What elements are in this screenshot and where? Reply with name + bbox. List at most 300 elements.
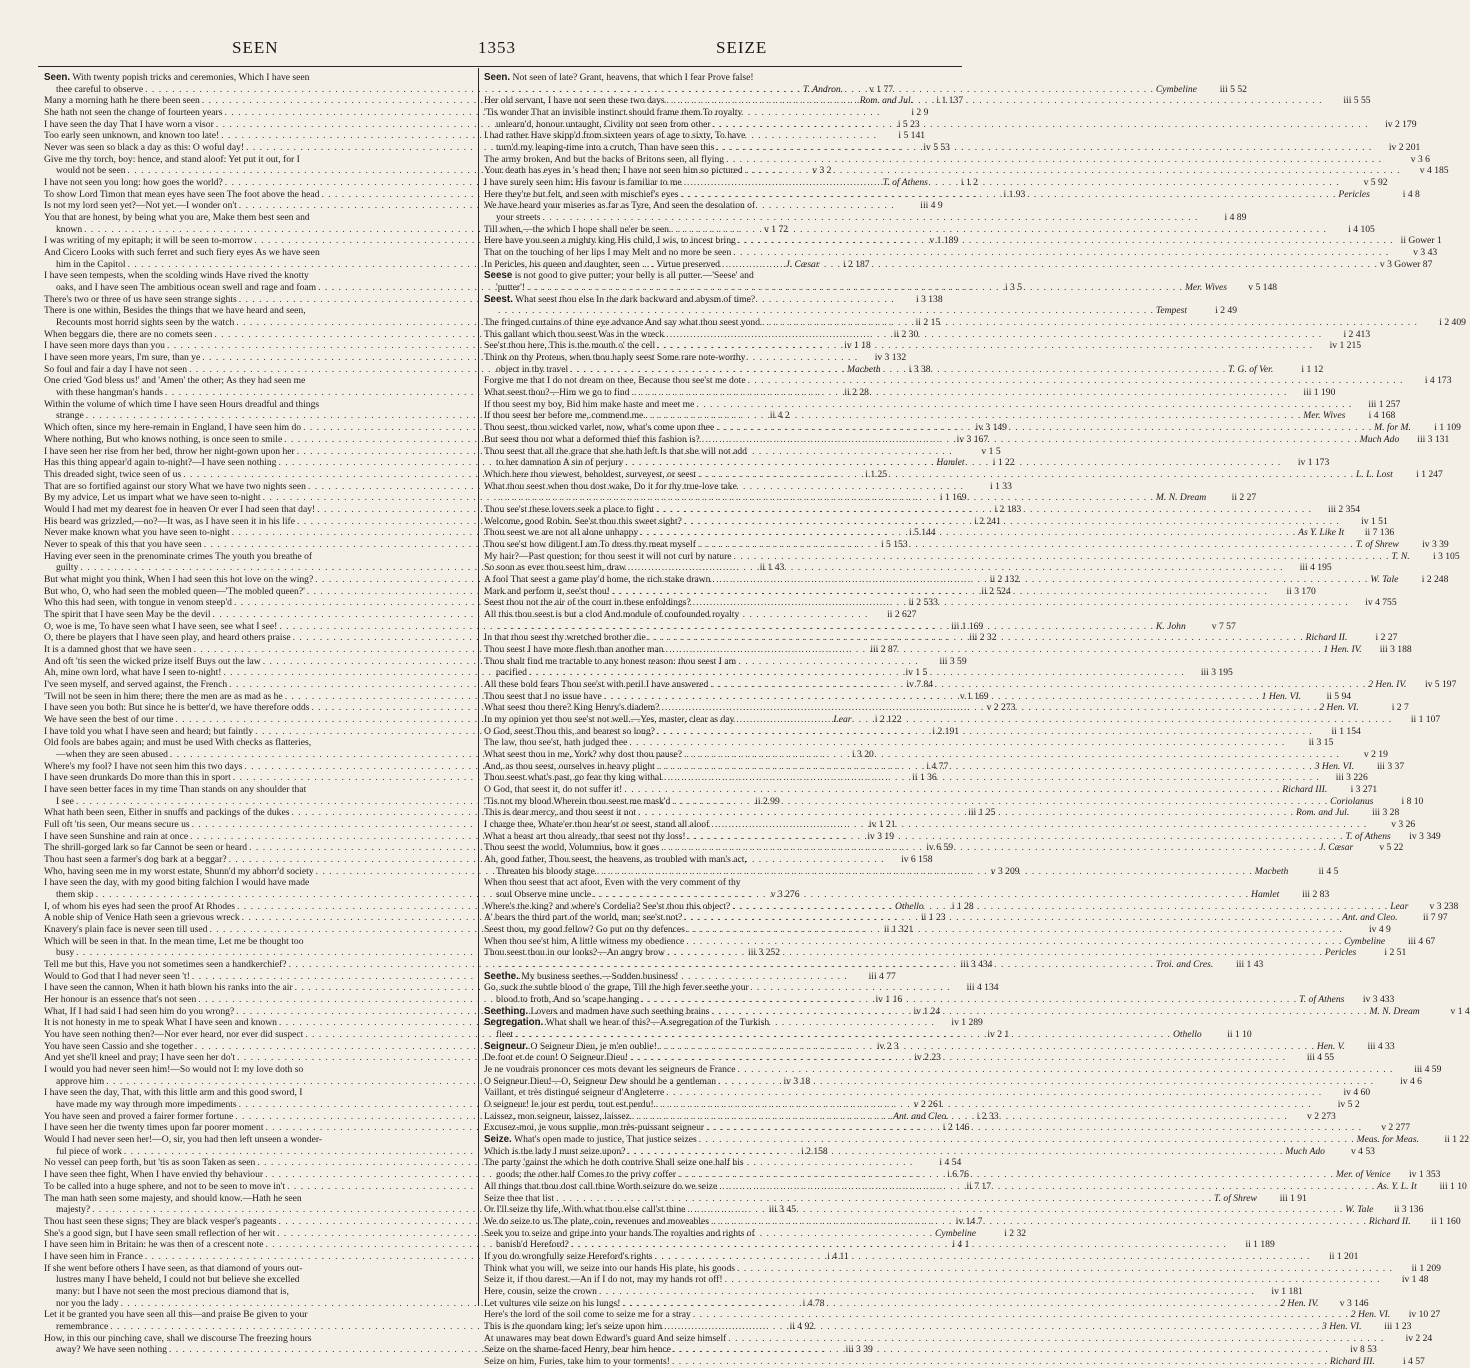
act-scene-line-ref: i 6 76	[947, 1169, 969, 1181]
line-text: Thou seest what's past, go fear thy king withal	[484, 772, 662, 784]
concordance-line	[44, 305, 474, 317]
line-text: Seest thou not the air of the court in these enfoldings?	[484, 597, 691, 609]
act-scene-line-ref: iv 2 3	[876, 1040, 899, 1052]
leader-dots	[685, 1204, 1345, 1216]
act-scene-line-ref: i 2 241	[974, 515, 1001, 527]
act-scene-line-ref: v 1 77	[869, 83, 894, 95]
quotation-text	[484, 854, 747, 866]
quotation-text	[44, 399, 319, 411]
quotation-text	[44, 901, 235, 913]
leader-dots	[622, 784, 1282, 796]
line-text: Go, suck the subtle blood o' the grape, Till the high fever seethe your	[484, 982, 749, 994]
leader-dots	[655, 340, 1315, 352]
quotation-text	[44, 446, 295, 458]
line-text: You have seen and proved a fairer former fortune	[44, 1110, 234, 1122]
quotation-text	[484, 831, 686, 843]
act-scene-line-ref: iii 3 39	[845, 1344, 873, 1356]
line-text: Your death has eyes in 's head then; I have not seen him so pictured	[484, 165, 743, 177]
quotation-text	[496, 1169, 676, 1181]
concordance-line	[44, 492, 967, 504]
line-text: And, as thou seest, ourselves in heavy plight	[484, 760, 655, 772]
leader-dots	[709, 1216, 1369, 1228]
quotation-text	[484, 516, 682, 528]
act-scene-line-ref: v 3 276	[770, 889, 800, 901]
concordance-line	[484, 1274, 1429, 1286]
line-text: This is dear mercy, and thou seest it not	[484, 807, 637, 819]
concordance-line	[484, 1192, 1307, 1205]
leader-dots	[541, 212, 1201, 224]
play-title: Othello	[894, 900, 924, 912]
concordance-line	[484, 1297, 1369, 1310]
leader-dots	[724, 154, 1384, 166]
quotation-text	[496, 889, 591, 901]
quotation-text	[484, 481, 737, 493]
line-text: When beggars die, there are no comets seen	[44, 328, 213, 340]
line-text: I had rather Have skipp'd from sixteen years of age to sixty, To have	[484, 130, 746, 142]
quotation-text	[44, 1041, 193, 1053]
line-text: I have seen the cannon, When it hath blown his ranks into the air	[44, 982, 293, 994]
line-text: That on the touching of her lips I may Melt and no more be seen	[484, 247, 732, 259]
play-title: Lear	[833, 713, 852, 725]
quotation-text	[44, 1017, 277, 1029]
concordance-line	[44, 154, 474, 166]
line-text: Laissez, mon seigneur, laissez, laissez	[484, 1110, 630, 1122]
concordance-line	[44, 936, 474, 948]
act-scene-line-ref: i 2 9	[911, 107, 929, 119]
line-text: There's two or three of us have seen strange sights	[44, 293, 237, 305]
line-text: O, there be players that I have seen play, and heard others praise	[44, 632, 291, 644]
play-title: T. of Athens	[1345, 830, 1391, 842]
quotation-text	[484, 947, 665, 959]
act-scene-line-ref: iv 1 353	[1409, 1169, 1441, 1181]
act-scene-line-ref: iv 4 9	[1368, 924, 1391, 936]
leader-dots	[726, 1333, 1386, 1345]
quotation-text	[44, 726, 253, 738]
act-scene-line-ref: v 4 185	[1419, 165, 1449, 177]
concordance-line	[484, 783, 1378, 796]
act-scene-line-ref: ii 1 209	[1411, 1262, 1441, 1274]
act-scene-line-ref: i 2 27	[1375, 632, 1398, 644]
act-scene-line-ref: iii 4 9	[920, 200, 943, 212]
line-text: I would you had never seen him!—So would not I: my love doth so	[44, 1064, 304, 1076]
line-text: away? We have seen nothing	[56, 1344, 167, 1356]
play-title: Rom. and Jul.	[859, 95, 914, 107]
play-title: As Y. Like It	[1298, 527, 1345, 539]
act-scene-line-ref: i 1 22	[992, 457, 1015, 469]
act-scene-line-ref: iv 3 433	[1362, 994, 1395, 1006]
quotation-text	[484, 1006, 710, 1018]
line-text: with these hangman's hands	[56, 387, 163, 399]
quotation-text	[484, 912, 682, 924]
quotation-text	[56, 1076, 104, 1088]
quotation-text	[44, 95, 200, 107]
quotation-text	[484, 352, 745, 364]
concordance-line	[484, 1017, 914, 1029]
quotation-text	[56, 259, 126, 271]
concordance-line	[44, 212, 474, 224]
line-text: When thou seest that act afoot, Even with the very comment of thy	[484, 877, 741, 889]
act-scene-line-ref: iii 1 91	[1279, 1192, 1307, 1204]
act-scene-line-ref: iii 3 45	[768, 1204, 797, 1216]
quotation-text	[484, 877, 741, 889]
act-scene-line-ref: v 2 19	[1363, 748, 1388, 760]
leader-dots	[682, 177, 1342, 189]
play-title: Lear	[1390, 900, 1409, 912]
line-text: lustres many I have beheld, I could not but believe she excelled	[56, 1274, 300, 1286]
quotation-text	[44, 924, 207, 936]
quotation-text	[44, 1029, 303, 1041]
line-text: Or I'll seize thy life, With what thou else call'st thine	[484, 1204, 686, 1216]
act-scene-line-ref: i 5 153	[880, 538, 908, 550]
quotation-text	[44, 761, 242, 773]
play-title: J. Cæsar	[1319, 842, 1354, 854]
act-scene-line-ref: i 1 137	[936, 95, 964, 107]
quotation-text	[44, 632, 291, 644]
act-scene-line-ref: ii 2 132	[989, 573, 1020, 585]
quotation-text	[484, 597, 691, 609]
leader-dots	[625, 1146, 1285, 1158]
concordance-line	[484, 819, 1416, 831]
line-text: Would to God that I had never seen 't!	[44, 970, 190, 982]
leader-dots	[743, 165, 1403, 177]
quotation-text	[484, 632, 646, 644]
concordance-line	[484, 830, 1441, 843]
line-text: I have seen the day, with my good biting falchion I would have made	[44, 877, 310, 889]
line-text: Which often, since my here-remain in England, I have seen him do	[44, 422, 302, 434]
line-text: I have seen him in France	[44, 1250, 143, 1262]
quotation-text	[44, 679, 227, 691]
line-text: The shrill-gorged lark so far Cannot be seen or heard	[44, 842, 248, 854]
play-title: T. of Shrew	[1355, 538, 1399, 550]
play-title: Cymbeline	[935, 1227, 977, 1239]
act-scene-line-ref: v 3 43	[1413, 247, 1438, 259]
line-text: thee careful to observe	[56, 83, 144, 95]
quotation-text	[44, 702, 309, 714]
quotation-text	[484, 1204, 685, 1216]
act-scene-line-ref: i 2 187	[842, 258, 870, 270]
act-scene-line-ref: i 1 28	[951, 900, 974, 912]
act-scene-line-ref: iii 1 169	[951, 620, 984, 632]
act-scene-line-ref: iii 2 32	[969, 632, 997, 644]
act-scene-line-ref: i 2 409	[1439, 317, 1466, 329]
quotation-text	[44, 119, 214, 131]
line-text: You have seen Cassio and she together	[44, 1040, 193, 1052]
act-scene-line-ref: v 1 189	[929, 235, 959, 247]
line-text: Which here thou viewest, beholdest, surveyest, or seest	[484, 468, 697, 480]
act-scene-line-ref: v 1 5	[981, 445, 1001, 457]
line-text: strange	[56, 410, 84, 422]
line-text: I have seen Sunshine and rain at once	[44, 830, 189, 842]
page-header	[0, 38, 1000, 62]
leader-dots	[665, 947, 1325, 959]
line-text: The army broken, And but the backs of Britons seen, all flying	[484, 153, 725, 165]
line-text: See'st thou here, This is the mouth o' the cell	[484, 340, 656, 352]
line-text: What a beast art thou already, that seest not thy loss!	[484, 830, 686, 842]
concordance-line	[44, 375, 474, 387]
quotation-text	[484, 224, 669, 236]
line-text: I have told you what I have seen and heard; but faintly	[44, 725, 254, 737]
leader-dots	[710, 574, 1370, 586]
act-scene-line-ref: i 4 54	[939, 1157, 962, 1169]
leader-dots	[676, 1169, 1336, 1181]
act-scene-line-ref: ii 2 533	[908, 597, 938, 609]
line-text: guilty	[56, 562, 79, 574]
page-number: 1353	[478, 38, 516, 57]
act-scene-line-ref: i 2 158	[801, 1145, 828, 1157]
play-title: T. G. of Ver.	[1228, 363, 1274, 375]
line-text: And yet she'll kneel and pray; I have seen her do't	[44, 1052, 236, 1064]
line-text: I have surely seen him: His favour is familiar to me	[484, 177, 682, 189]
concordance-line	[44, 399, 474, 411]
quotation-text	[496, 457, 623, 469]
line-text: —when they are seen abused	[56, 748, 168, 760]
leader-dots	[638, 527, 1298, 539]
concordance-line	[484, 468, 1443, 481]
quotation-text	[56, 282, 316, 294]
line-text: Think on thy Proteus, when thou haply seest Some rare note-worthy	[484, 352, 746, 364]
line-text: is not good to give putter; your belly is all putter.—'Seese' and	[514, 270, 754, 282]
header-rule	[38, 66, 962, 67]
line-text: banish'd Hereford?	[496, 1239, 569, 1251]
quotation-text	[484, 387, 629, 399]
line-text: O Seigneur Dieu, je m'en oublie!	[530, 1040, 657, 1052]
line-text: Let vultures vile seize on his lungs!	[484, 1297, 621, 1309]
line-text: Mark and perform it, see'st thou!	[484, 585, 610, 597]
quotation-text	[56, 1321, 108, 1333]
concordance-line	[484, 83, 1247, 96]
line-text: You that are honest, by being what you are, Make them best seen and	[44, 212, 310, 224]
quotation-text	[44, 994, 196, 1006]
act-scene-line-ref: ii 1 22	[1444, 1134, 1469, 1146]
line-text: I have seen more days than you	[44, 340, 165, 352]
line-text: This is the quondam king; let's seize upon him	[484, 1320, 663, 1332]
act-scene-line-ref: iii 3 59	[939, 655, 967, 667]
act-scene-line-ref: ii 3 136	[1394, 1204, 1424, 1216]
act-scene-line-ref: iii 5 55	[1343, 95, 1371, 107]
quotation-text	[484, 1321, 662, 1333]
line-text: Seest thou, my good fellow? Go put on thy defences	[484, 924, 685, 936]
act-scene-line-ref: iv 1 51	[1361, 515, 1388, 527]
act-scene-line-ref: i 2 49	[1215, 305, 1238, 317]
act-scene-line-ref: ii 1 23	[921, 912, 946, 924]
act-scene-line-ref: i 3 138	[916, 293, 943, 305]
line-text: Seize it, if thou darest.—An if I do not, may my hands rot off!	[484, 1274, 723, 1286]
quotation-text	[484, 177, 682, 189]
act-scene-line-ref: i 1 247	[1416, 468, 1443, 480]
quotation-text	[44, 971, 190, 983]
act-scene-line-ref: i 4 77	[926, 760, 949, 772]
leader-dots	[525, 282, 1185, 294]
concordance-line	[484, 223, 1375, 236]
line-text: your streets	[496, 212, 541, 224]
concordance-line	[484, 1087, 1371, 1099]
play-title: Richard III.	[1329, 1355, 1375, 1367]
quotation-text	[484, 375, 746, 387]
concordance-line	[484, 889, 1330, 901]
act-scene-line-ref: v 3 6	[1410, 153, 1430, 165]
act-scene-line-ref: v 3 146	[1339, 1297, 1369, 1309]
quotation-text	[44, 959, 287, 971]
act-scene-line-ref: i 2 248	[1421, 573, 1449, 585]
act-scene-line-ref: v 1 4	[1450, 1005, 1470, 1017]
line-text: Where nothing, But who knows nothing, is once seen to smile	[44, 433, 283, 445]
concordance-line	[484, 608, 917, 621]
line-text: And Cicero Looks with such ferret and such fiery eyes As we have seen	[44, 247, 320, 259]
act-scene-line-ref: iii 1 10	[1439, 1180, 1467, 1192]
play-title: Ant. and Cleo.	[893, 1110, 949, 1122]
quotation-text	[44, 1333, 312, 1345]
quotation-text	[44, 434, 282, 446]
concordance-line	[484, 294, 914, 306]
act-scene-line-ref: ii 2 627	[887, 608, 917, 620]
act-scene-line-ref: iii 4 134	[966, 982, 999, 994]
quotation-text	[44, 1006, 234, 1018]
act-scene-line-ref: iv 5 53	[923, 142, 950, 154]
act-scene-line-ref: iv 3 349	[1409, 830, 1441, 842]
quotation-text	[44, 142, 244, 154]
quotation-text	[44, 1263, 302, 1275]
leader-dots	[659, 842, 1319, 854]
play-title: 3 Hen. VI.	[1314, 760, 1355, 772]
act-scene-line-ref: ii 2 99	[755, 795, 780, 807]
quotation-text	[484, 1274, 723, 1286]
act-scene-line-ref: i 1 93	[1003, 188, 1026, 200]
act-scene-line-ref: iv 1 5	[905, 667, 928, 679]
act-scene-line-ref: i 3 5	[1004, 282, 1023, 294]
quotation-text	[44, 516, 295, 528]
quotation-text	[44, 329, 212, 341]
play-title: Macbeth	[846, 363, 881, 375]
leader-dots	[664, 1087, 1324, 1099]
quotation-text	[44, 177, 223, 189]
leader-dots	[709, 819, 1369, 831]
quotation-text	[44, 1064, 303, 1076]
quotation-text	[484, 1216, 709, 1228]
act-scene-line-ref: iv 2 179	[1385, 118, 1417, 130]
line-text: oaks, and I have seen The ambitious ocean swell and rage and foam	[56, 282, 317, 294]
act-scene-line-ref: iv 2 201	[1388, 142, 1421, 154]
act-scene-line-ref: v 5 148	[1248, 282, 1278, 294]
concordance-line	[484, 713, 1441, 726]
quotation-text	[44, 831, 188, 843]
act-scene-line-ref: iii 1 43	[1236, 959, 1264, 971]
quotation-text	[56, 84, 143, 96]
play-title: Much Ado	[1285, 1145, 1325, 1157]
quotation-text	[484, 1333, 726, 1345]
quotation-text	[56, 410, 84, 422]
line-text: She hath not seen the change of fourteen years	[44, 107, 223, 119]
quotation-text	[56, 749, 168, 761]
line-text: Where's the king? and where's Cordelia? See'st thou this object?	[484, 900, 731, 912]
concordance-line	[44, 1309, 474, 1321]
leader-dots	[626, 562, 1286, 574]
leader-dots	[597, 1286, 1257, 1298]
concordance-line	[484, 165, 1449, 177]
quotation-text	[44, 1052, 235, 1064]
leader-dots	[664, 644, 1324, 656]
quotation-text	[44, 1087, 302, 1099]
act-scene-line-ref: ii 1 43	[759, 562, 785, 574]
play-title: Meas. for Meas.	[1356, 1134, 1419, 1146]
line-text: Forgive me that I do not dream on thee, Because thou see'st me dote	[484, 375, 746, 387]
line-text: The spirit that I have seen May be the devil	[44, 608, 211, 620]
concordance-line	[484, 153, 1430, 166]
quotation-text	[484, 72, 754, 84]
quotation-text	[496, 1029, 513, 1041]
quotation-text	[56, 947, 74, 959]
act-scene-line-ref: v 4 53	[1350, 1145, 1375, 1157]
act-scene-line-ref: ii 3 170	[1286, 585, 1316, 597]
concordance-line	[44, 551, 474, 563]
headword: Seest.	[484, 293, 513, 305]
quotation-text	[56, 1274, 300, 1286]
concordance-line	[44, 1087, 474, 1099]
quotation-text	[44, 667, 221, 679]
line-text: Many a morning hath he there been seen	[44, 95, 200, 107]
quotation-text	[44, 481, 306, 493]
leader-dots	[655, 761, 1315, 773]
act-scene-line-ref: iv 3 18	[783, 1075, 811, 1087]
line-text: She's a good sign, but I have seen small reflection of her wit	[44, 1227, 276, 1239]
quotation-text	[496, 212, 541, 224]
line-text: Seize on him, Furies, take him to your torments!	[484, 1355, 670, 1367]
concordance-line	[484, 1145, 1375, 1158]
leader-dots	[685, 924, 1345, 936]
quotation-text	[484, 936, 684, 948]
quotation-text	[484, 609, 739, 621]
headword: Seen.	[484, 72, 511, 83]
line-text: Her old servant, I have not seen these two days	[484, 95, 665, 107]
concordance-line	[484, 1285, 1303, 1298]
act-scene-line-ref: iii 3 252	[748, 947, 781, 959]
act-scene-line-ref: v 7 57	[1211, 620, 1236, 632]
line-text: All these bold fears Thou see'st with peril I have answered	[484, 678, 709, 690]
line-text: I, of whom his eyes had seen the proof At Rhodes	[44, 900, 236, 912]
play-title: Rom. and Jul.	[1295, 807, 1350, 819]
concordance-line	[484, 340, 1362, 352]
quotation-text	[56, 562, 78, 574]
quotation-text	[484, 1052, 628, 1064]
quotation-text	[484, 982, 749, 994]
play-title: Coriolanus	[1330, 795, 1374, 807]
concordance-line	[484, 935, 1436, 948]
quotation-text	[496, 364, 568, 376]
line-text: Old fools are babes again; and must be used With checks as flatteries,	[44, 737, 312, 749]
concordance-line	[484, 387, 1336, 399]
act-scene-line-ref: iv 3 19	[867, 830, 895, 842]
line-text: them skip	[56, 889, 94, 901]
concordance-line	[484, 247, 1438, 259]
line-text: O seigneur! le jour est perdu, tout est perdu!	[484, 1099, 654, 1111]
quotation-text	[56, 1344, 167, 1356]
line-text: All this thou seest is but a clod And module of confounded royalty	[484, 608, 740, 620]
concordance-line	[484, 994, 1395, 1006]
play-title: 1 Hen. IV.	[1323, 643, 1362, 655]
act-scene-line-ref: i 4 78	[802, 1297, 825, 1309]
play-title: Mer. of Venice	[1335, 1169, 1391, 1181]
line-text: So soon as ever thou seest him, draw	[484, 562, 626, 574]
leader-dots	[496, 492, 1156, 504]
quotation-text	[484, 901, 730, 913]
act-scene-line-ref: v 3 209	[990, 865, 1020, 877]
play-title: Macbeth	[1254, 865, 1289, 877]
quotation-text	[44, 609, 211, 621]
leader-dots	[496, 959, 1156, 971]
concordance-line	[484, 1204, 1424, 1216]
act-scene-line-ref: iv 1 289	[951, 1017, 983, 1029]
concordance-line	[484, 947, 1407, 959]
quotation-text	[484, 796, 670, 808]
